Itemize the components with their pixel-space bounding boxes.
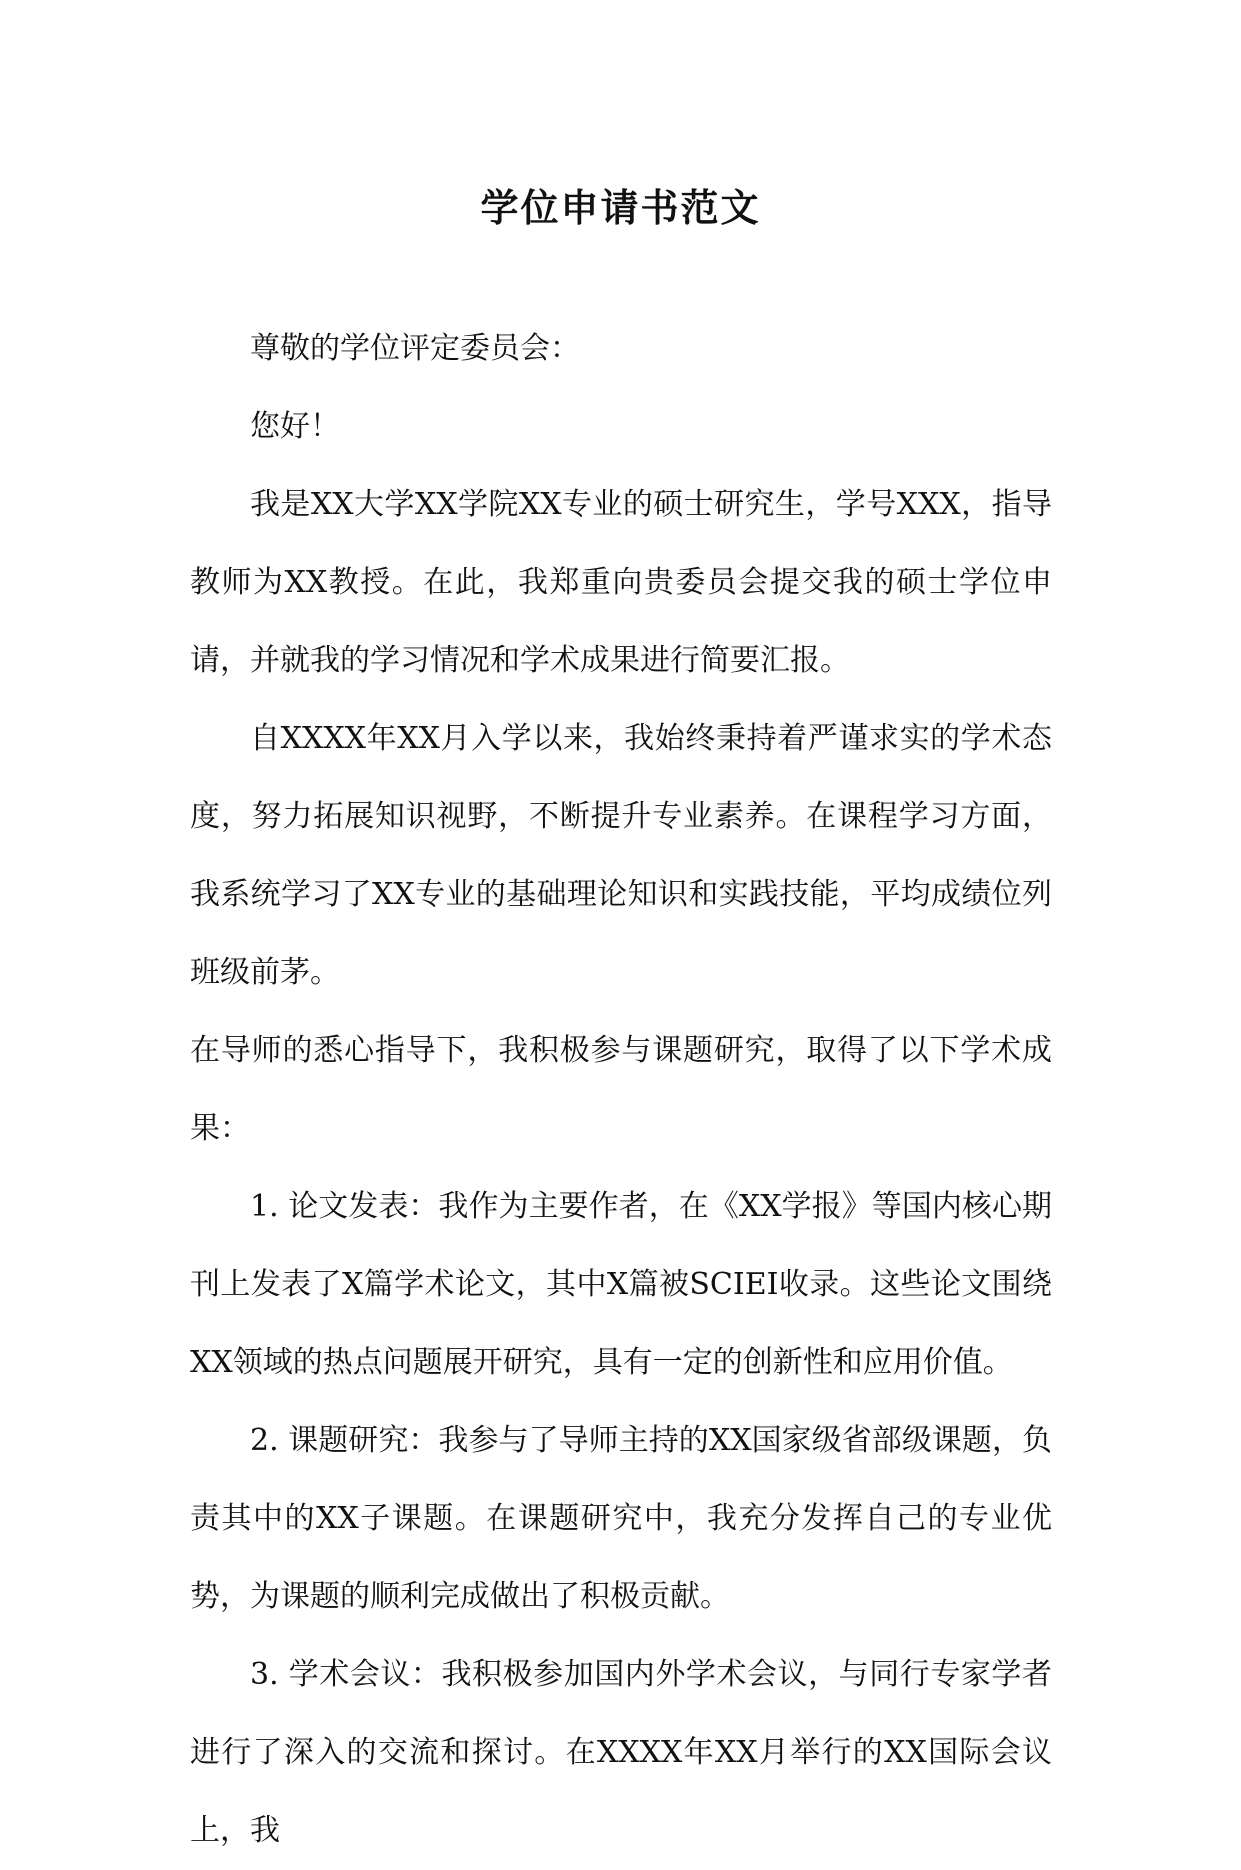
list-item-projects: 2. 课题研究：我参与了导师主持的XX国家级省部级课题，负责其中的XX子课题。在课题研究中，我充分发挥自己的专业优势，为课题的顺利完成做出了积极贡献。: [190, 1423, 1052, 1614]
document-body: [190, 310, 1052, 1870]
greeting: 您好！: [250, 409, 340, 444]
paragraph-study: 自XXXX年XX月入学以来，我始终秉持着严谨求实的学术态度，努力拓展知识视野，不断提升专业素养。在课程学习方面，我系统学习了XX专业的基础理论知识和实践技能，平均成绩位列班级前茅。: [190, 721, 1052, 990]
document-title: 学位申请书范文: [480, 185, 761, 230]
list-item-papers: 1. 论文发表：我作为主要作者，在《XX学报》等国内核心期刊上发表了X篇学术论文，其中X篇被SCIEI收录。这些论文围绕XX领域的热点问题展开研究，具有一定的创新性和应用价值。: [190, 1189, 1052, 1380]
paragraph-intro: 我是XX大学XX学院XX专业的硕士研究生，学号XXX，指导教师为XX教授。在此，我郑重向贵委员会提交我的硕士学位申请，并就我的学习情况和学术成果进行简要汇报。: [190, 487, 1052, 678]
salutation: 尊敬的学位评定委员会：: [250, 331, 580, 366]
list-item-conferences: 3. 学术会议：我积极参加国内外学术会议，与同行专家学者进行了深入的交流和探讨。在XXXX年XX月举行的XX国际会议上，我: [190, 1657, 1052, 1848]
paragraph-achievements-lead: 在导师的悉心指导下，我积极参与课题研究，取得了以下学术成果：: [190, 1033, 1052, 1146]
